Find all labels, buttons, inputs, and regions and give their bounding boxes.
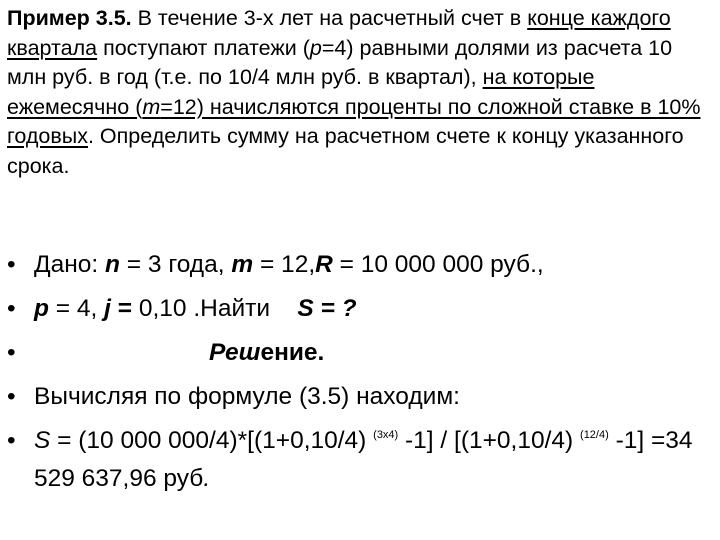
variable-j: j bbox=[104, 295, 111, 322]
problem-text: . Определить сумму на расчетном счете к концу указанного срока. bbox=[7, 124, 684, 178]
problem-text: поступают платежи ( bbox=[97, 35, 310, 60]
list-item-solution-heading bbox=[7, 336, 712, 369]
problem-underlined-text: =12) начисляются проценты по сложной ставке в 10% годовых bbox=[7, 94, 701, 148]
bullet: • bbox=[7, 383, 16, 410]
list-item-formula bbox=[7, 424, 712, 495]
variable-m: m bbox=[142, 94, 161, 119]
example-title: Пример 3.5. bbox=[7, 6, 132, 30]
problem-underlined-text: на которые ежемесячно ( bbox=[7, 65, 595, 119]
variable-s: S bbox=[34, 427, 51, 454]
bullet: • bbox=[7, 339, 16, 366]
list-item-given bbox=[7, 248, 712, 281]
bullet: • bbox=[7, 251, 16, 278]
given-text: = 12, bbox=[253, 251, 316, 278]
problem-text: В течение 3-х лет на расчетный счет в bbox=[131, 6, 528, 30]
given-text: = 4, bbox=[48, 295, 105, 322]
list-item-compute bbox=[7, 380, 712, 413]
variable-m: m bbox=[231, 251, 254, 278]
exponent: (12/4) bbox=[580, 429, 609, 441]
problem-statement bbox=[7, 4, 712, 181]
variable-p: p bbox=[309, 35, 322, 60]
bullet: • bbox=[7, 427, 16, 454]
given-text: = 3 года, bbox=[119, 251, 232, 278]
solution-heading: ение. bbox=[260, 339, 325, 366]
find-text: 0,10 .Найти bbox=[138, 295, 298, 322]
problem-text: =4) равными долями из расчета 10 млн руб. в год (т.е. по 10/4 млн руб. в квартал), bbox=[7, 35, 673, 89]
solution-list bbox=[7, 248, 712, 506]
given-text: = 10 000 000 руб., bbox=[332, 251, 544, 278]
variable-n: n bbox=[105, 251, 120, 278]
equals-sign: = bbox=[110, 295, 139, 322]
unknown-s: S = ? bbox=[297, 295, 357, 322]
variable-r: R bbox=[315, 251, 333, 278]
bullet: • bbox=[7, 295, 16, 322]
solution-heading-italic: Реш bbox=[209, 339, 261, 366]
exponent: (3x4) bbox=[373, 429, 399, 441]
compute-text: Вычисляя по формуле (3.5) находим: bbox=[34, 383, 460, 410]
formula-text: = (10 000 000/4)*[(1+0,10/4) bbox=[50, 427, 374, 454]
given-label: Дано: bbox=[34, 251, 99, 278]
problem-underlined-text: конце каждого квартала bbox=[7, 6, 671, 60]
variable-p: p bbox=[34, 295, 49, 322]
formula-period: . bbox=[203, 465, 211, 492]
formula-text: -1] / [(1+0,10/4) bbox=[398, 427, 581, 454]
formula-result: -1] =34 529 637,96 руб bbox=[34, 427, 693, 492]
list-item-find bbox=[7, 292, 712, 325]
